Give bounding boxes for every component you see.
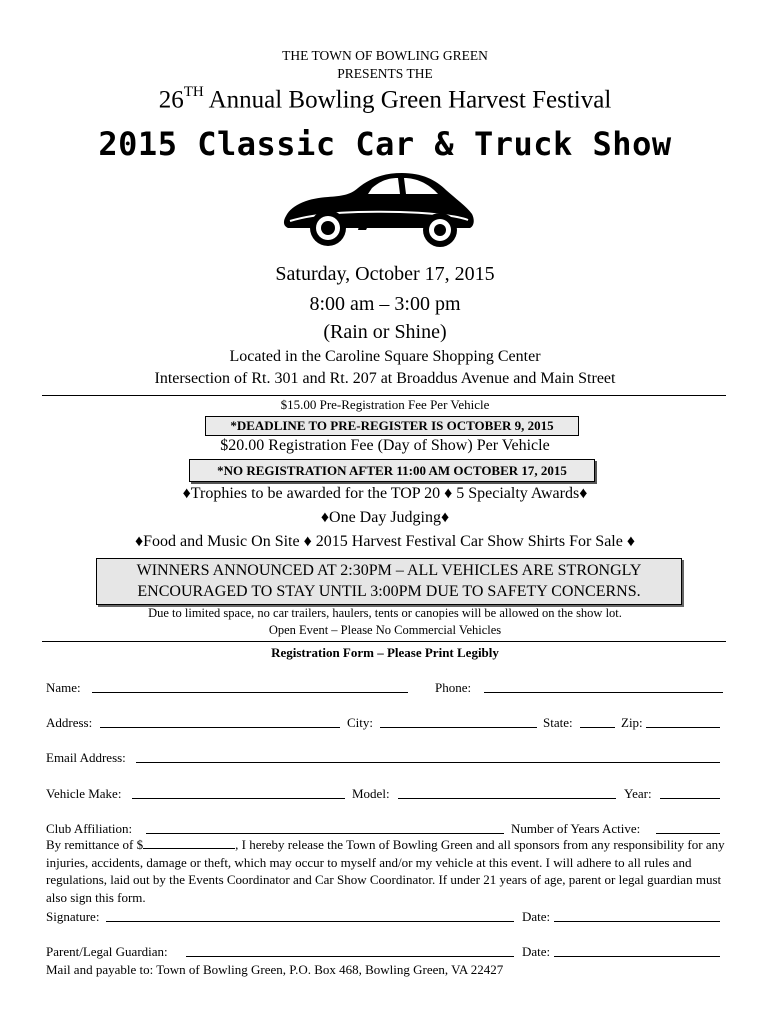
features-food: ♦Food and Music On Site ♦ 2015 Harvest Festival Car Show Shirts For Sale ♦ bbox=[134, 533, 636, 550]
phone-field[interactable] bbox=[484, 692, 723, 693]
dayof-fee: $20.00 Registration Fee (Day of Show) Per Vehicle bbox=[220, 437, 550, 454]
release-paragraph bbox=[46, 836, 726, 906]
phone-label: Phone: bbox=[435, 680, 472, 695]
model-label: Model: bbox=[352, 786, 390, 801]
no-registration-box: *NO REGISTRATION AFTER 11:00 AM OCTOBER 17, 2015 bbox=[189, 459, 595, 482]
signature-field[interactable] bbox=[106, 921, 514, 922]
mailing-address: Mail and payable to: Town of Bowling Green, P.O. Box 468, Bowling Green, VA 22427 bbox=[46, 962, 504, 977]
divider-top bbox=[42, 395, 726, 396]
prereg-fee: $15.00 Pre-Registration Fee Per Vehicle bbox=[280, 397, 490, 412]
header-presents: PRESENTS THE bbox=[337, 66, 433, 81]
guardian-date-field[interactable] bbox=[554, 956, 720, 957]
state-label: State: bbox=[543, 715, 573, 730]
event-date: Saturday, October 17, 2015 bbox=[275, 263, 495, 285]
show-title: 2015 Classic Car & Truck Show bbox=[98, 125, 672, 163]
address-label: Address: bbox=[46, 715, 93, 730]
title-number: 26 bbox=[158, 86, 184, 114]
remit-amount-field[interactable] bbox=[143, 836, 235, 849]
year-label: Year: bbox=[624, 786, 652, 801]
prereg-deadline-box: *DEADLINE TO PRE-REGISTER IS OCTOBER 9, 2015 bbox=[205, 416, 579, 436]
classic-car-icon bbox=[280, 168, 480, 250]
club-field[interactable] bbox=[146, 833, 504, 834]
winners-notice-line1: WINNERS ANNOUNCED AT 2:30PM – ALL VEHICLES ARE STRONGLY bbox=[136, 562, 642, 579]
name-label: Name: bbox=[46, 680, 81, 695]
email-label: Email Address: bbox=[46, 750, 126, 765]
event-location: Located in the Caroline Square Shopping Center bbox=[229, 348, 541, 365]
date-field[interactable] bbox=[554, 921, 720, 922]
title-ordinal: TH bbox=[183, 84, 204, 100]
festival-title bbox=[0, 86, 770, 114]
name-field[interactable] bbox=[92, 692, 408, 693]
date-label: Date: bbox=[522, 909, 551, 924]
release-text: , I hereby release the Town of Bowling Green and all sponsors from any responsibility for any injuries, accidents, damage or theft, which may occur to myself and/or my vehicle at this event. I will adhere to all rules and regulations, laid out by the Events Coordinator and Car Show Coordinator. If under 21 years of age, parent or legal guardian must also sign this form. bbox=[46, 837, 725, 905]
city-field[interactable] bbox=[380, 727, 537, 728]
open-event-notice: Open Event – Please No Commercial Vehicles bbox=[268, 623, 502, 637]
guardian-label: Parent/Legal Guardian: bbox=[46, 944, 168, 959]
winners-notice-line2: ENCOURAGED TO STAY UNTIL 3:00PM DUE TO SAFETY CONCERNS. bbox=[137, 583, 641, 600]
make-label: Vehicle Make: bbox=[46, 786, 122, 801]
model-field[interactable] bbox=[398, 798, 616, 799]
make-field[interactable] bbox=[132, 798, 345, 799]
features-trophies: ♦Trophies to be awarded for the TOP 20 ♦ 5 Specialty Awards♦ bbox=[182, 485, 588, 502]
remit-prefix: By remittance of $ bbox=[46, 837, 144, 852]
guardian-field[interactable] bbox=[186, 956, 514, 957]
divider-form bbox=[42, 641, 726, 642]
years-active-field[interactable] bbox=[656, 833, 720, 834]
address-field[interactable] bbox=[100, 727, 340, 728]
guardian-date-label: Date: bbox=[522, 944, 551, 959]
year-field[interactable] bbox=[660, 798, 720, 799]
email-field[interactable] bbox=[136, 762, 720, 763]
form-heading: Registration Form – Please Print Legibly bbox=[271, 645, 499, 660]
header-presenter: THE TOWN OF BOWLING GREEN bbox=[282, 48, 488, 63]
zip-label: Zip: bbox=[621, 715, 643, 730]
event-time: 8:00 am – 3:00 pm bbox=[309, 293, 461, 315]
club-label: Club Affiliation: bbox=[46, 821, 133, 836]
state-field[interactable] bbox=[580, 727, 615, 728]
title-text: Annual Bowling Green Harvest Festival bbox=[203, 86, 612, 114]
years-active-label: Number of Years Active: bbox=[511, 821, 641, 836]
space-notice: Due to limited space, no car trailers, haulers, tents or canopies will be allowed on the show lot. bbox=[148, 606, 622, 620]
event-weather: (Rain or Shine) bbox=[323, 321, 447, 343]
features-judging: ♦One Day Judging♦ bbox=[320, 509, 450, 526]
signature-label: Signature: bbox=[46, 909, 100, 924]
event-intersection: Intersection of Rt. 301 and Rt. 207 at Broaddus Avenue and Main Street bbox=[154, 370, 616, 387]
city-label: City: bbox=[347, 715, 374, 730]
winners-notice-box bbox=[96, 558, 682, 605]
zip-field[interactable] bbox=[646, 727, 720, 728]
